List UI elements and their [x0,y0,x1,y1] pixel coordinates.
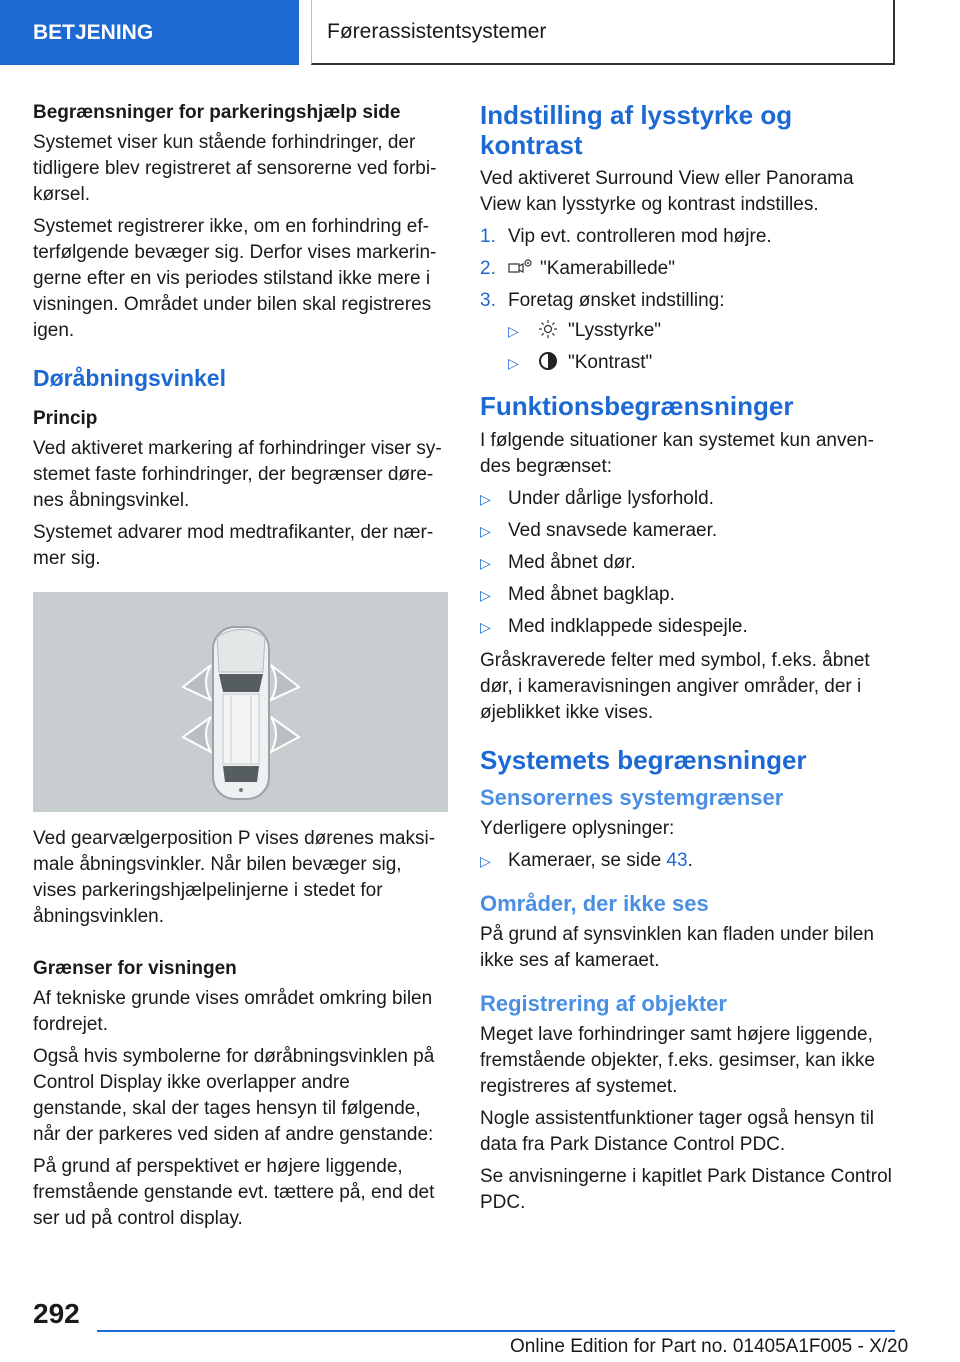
camera-ref-dot: . [687,850,693,871]
bullet-triangle-icon: ▷ [480,587,491,603]
heading-door-angle: Døråbningsvinkel [33,365,226,391]
substep-text: "Kontrast" [568,352,653,373]
substep-text: "Lysstyrke" [568,320,662,341]
heading-display-limits: Grænser for visningen [33,958,237,979]
chapter-header [311,0,895,65]
paragraph: Ved aktiveret markering af forhindringer viser systemet faste forhindringer, der begrænser dørenes åbningsvinkel. [33,438,442,511]
heading-function-limits: Funktionsbegrænsninger [480,391,794,421]
list-item-text [508,848,693,874]
paragraph: Af tekniske grunde vises området omkring bilen fordrejet. [33,988,433,1035]
chapter-title: Førerassistentsystemer [327,19,547,43]
step-text: Vip evt. controlleren mod højre. [508,226,772,247]
paragraph: Også hvis symbolerne for døråbningsvinklen på Control Display ikke overlapper andre genstande, skal der tages hensyn til følgende, når der parkeres ved siden af andre genstande: [33,1046,435,1145]
bullet-triangle-icon: ▷ [508,355,519,371]
page-link-43[interactable]: 43 [666,850,688,871]
step-number: 2. [480,258,496,279]
list-item [480,550,898,576]
car-top-view-illustration [33,592,448,812]
bullet-triangle-icon: ▷ [480,523,491,539]
door-angle-figure [33,592,448,812]
sun-icon [536,318,562,340]
list-item [480,288,898,314]
heading-unseen-areas: Områder, der ikke ses [480,891,709,916]
limits-list [480,486,898,640]
section-label: BETJENING [33,20,154,44]
heading-parking-side: Begrænsninger for parkeringshjælp side [33,102,401,123]
paragraph: Systemet registrerer ikke, om en forhindring efterfølgende bevæger sig. Derfor vises markeringerne efter en vis periodes stilstand ikke mere i visningen. Området under bilen skal registreres igen. [33,216,437,341]
paragraph: På grund af perspektivet er højere liggende, fremstående genstande evt. tættere på, end det ser ud på control display. [33,1156,435,1229]
list-item-text: Under dårlige lysforhold. [508,488,714,509]
list-item-text: Med åbnet bagklap. [508,584,675,605]
paragraph: Ved gearvælgerposition P vises dørenes maksimale åbningsvinkler. Når bilen bevæger sig, vises parkeringshjælpelinjerne i stedet for åbningsvinklen. [33,828,436,927]
paragraph: Ved aktiveret Surround View eller Panorama View kan lysstyrke og kontrast indstilles. [480,168,854,215]
paragraph: Systemet viser kun stående forhindringer, der tidligere blev registreret af sensorerne ved forbikørsel. [33,132,437,205]
paragraph: På grund af synsvinklen kan fladen under bilen ikke ses af kameraet. [480,924,874,971]
list-item [480,582,898,608]
heading-object-detection: Registrering af objekter [480,991,727,1016]
list-item [480,518,898,544]
camera-settings-icon [508,256,534,278]
paragraph: Meget lave forhindringer samt højere liggende, fremstående objekter, f.eks. gesimser, kan ikke registreres af systemet. [480,1024,875,1097]
heading-brightness-contrast: Indstilling af lysstyrke og kontrast [480,100,793,160]
right-column [480,100,898,1222]
list-item [480,614,898,640]
footer-divider [97,1330,895,1332]
paragraph: Yderligere oplysninger: [480,818,675,839]
heading-system-limits: Systemets begrænsninger [480,745,807,775]
paragraph: Se anvisningerne i kapitlet Park Distance Control PDC. [480,1166,892,1213]
list-item-text: Ved snavsede kameraer. [508,520,718,541]
contrast-icon [536,350,562,372]
list-item [508,318,898,344]
heading-principle: Princip [33,408,98,429]
list-item [480,224,898,250]
bullet-triangle-icon: ▷ [480,853,491,869]
steps-list [480,224,898,314]
paragraph: I følgende situationer kan systemet kun anvendes begrænset: [480,430,874,477]
step-text: "Kamerabillede" [540,258,675,279]
left-column [33,100,448,1238]
paragraph: Nogle assistentfunktioner tager også hensyn til data fra Park Distance Control PDC. [480,1108,874,1155]
section-tab [0,0,299,65]
list-item [480,848,898,874]
list-item [480,486,898,512]
list-item [480,256,898,282]
page-number: 292 [33,1298,80,1329]
substeps-list [508,318,898,376]
paragraph: Systemet advarer mod medtrafikanter, der nærmer sig. [33,522,434,569]
camera-ref-text: Kameraer, se side [508,850,662,871]
step-text: Foretag ønsket indstilling: [508,290,725,311]
list-item-text: Med åbnet dør. [508,552,636,573]
step-number: 3. [480,290,496,311]
bullet-triangle-icon: ▷ [480,619,491,635]
list-item [508,350,898,376]
list-item-text: Med indklappede sidespejle. [508,616,748,637]
paragraph: Gråskraverede felter med symbol, f.eks. åbnet dør, i kameravisningen angiver områder, der i øjeblikket ikke vises. [480,650,870,723]
sensor-refs-list [480,848,898,874]
edition-note: Online Edition for Part no. 01405A1F005 - X/20 [510,1336,909,1357]
step-number: 1. [480,226,496,247]
bullet-triangle-icon: ▷ [480,555,491,571]
bullet-triangle-icon: ▷ [508,323,519,339]
bullet-triangle-icon: ▷ [480,491,491,507]
heading-sensor-limits: Sensorernes systemgrænser [480,785,784,810]
